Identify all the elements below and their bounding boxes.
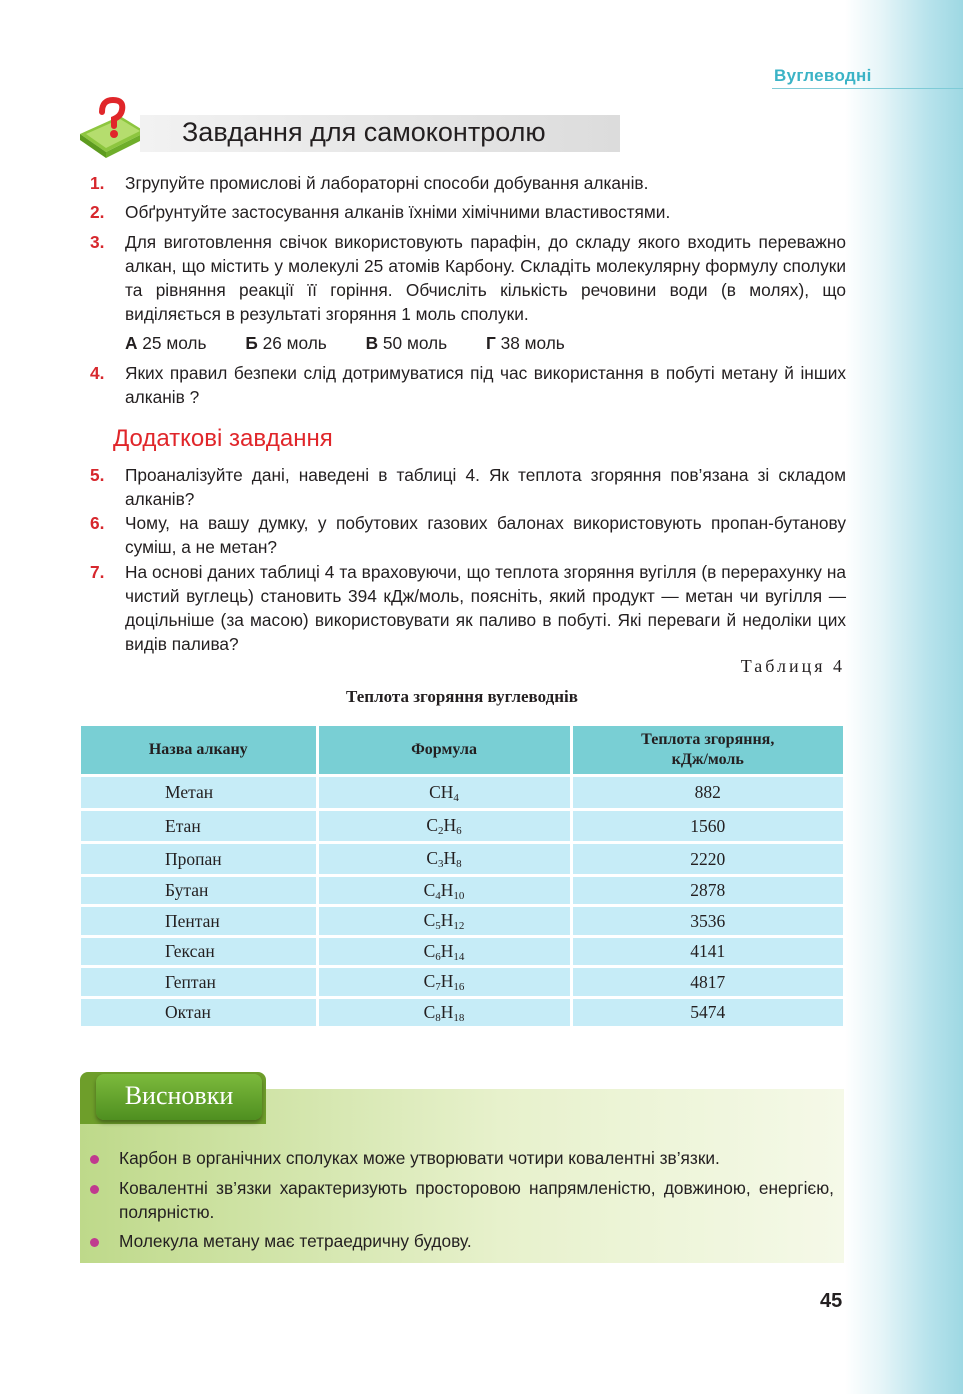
hydrogen-count: 4 xyxy=(453,791,459,804)
carbon-count: 5 xyxy=(435,920,441,932)
hydrogen-count: 18 xyxy=(453,1011,465,1024)
table-row xyxy=(81,906,843,937)
alkane-name-cell: Гептан xyxy=(81,967,317,998)
bullet-icon xyxy=(90,1185,99,1194)
alkane-name-cell: Пентан xyxy=(81,906,317,937)
task-text: Яких правил безпеки слід дотримуватися під час використання в побуті метану й інших алканів ? xyxy=(125,363,846,407)
combustion-heat-cell: 2878 xyxy=(571,876,843,906)
table-header-row xyxy=(81,726,843,776)
page-edge-band xyxy=(845,0,963,1394)
answer-option-a: А 25 моль xyxy=(125,333,207,353)
table-row xyxy=(81,998,843,1028)
formula-cell: $C_3H_8$ xyxy=(317,843,571,876)
section-rule xyxy=(772,88,963,89)
table-row xyxy=(81,776,843,810)
formula-cell: $C_7H_{16}$ xyxy=(317,967,571,998)
header-formula: Формула xyxy=(317,726,571,776)
task-number: 5. xyxy=(90,465,105,485)
task-1 xyxy=(90,171,846,195)
hydrogen-count: 14 xyxy=(453,950,465,963)
combustion-heat-cell: 3536 xyxy=(571,906,843,937)
conclusion-item: Ковалентні зв’язки характеризують просторовою напрямленістю, довжиною, енергією, полярністю. xyxy=(90,1176,834,1224)
table-label: Таблиця 4 xyxy=(740,656,845,676)
answer-option-v: В 50 моль xyxy=(365,333,448,353)
task-number: 1. xyxy=(90,173,105,193)
task-7 xyxy=(90,560,846,656)
combustion-heat-cell: 2220 xyxy=(571,843,843,876)
alkane-name-cell: Етан xyxy=(81,810,317,843)
task-text: Чому, на вашу думку, у побутових газових балонах використовують пропан-бутанову суміш, а не метан? xyxy=(125,513,846,557)
task-number: 6. xyxy=(90,513,105,533)
hydrogen-count: 8 xyxy=(456,858,462,870)
carbon-count: 4 xyxy=(435,889,441,902)
table-row xyxy=(81,810,843,843)
task-5 xyxy=(90,463,846,511)
additional-tasks-title: Додаткові завдання xyxy=(113,425,333,452)
task-2 xyxy=(90,200,846,224)
header-combustion-heat: Теплота згоряння, кДж/моль xyxy=(571,726,843,776)
alkane-name-cell: Метан xyxy=(81,776,317,810)
table-row xyxy=(81,937,843,967)
alkane-name-cell: Гексан xyxy=(81,937,317,967)
alkane-name-cell: Пропан xyxy=(81,843,317,876)
task-6 xyxy=(90,511,846,559)
combustion-heat-cell: 882 xyxy=(571,776,843,810)
task-number: 3. xyxy=(90,232,105,252)
formula-cell: $C_2H_6$ xyxy=(317,810,571,843)
combustion-heat-table xyxy=(81,726,843,1029)
task-text: На основі даних таблиці 4 та враховуючи, що теплота згоряння вугілля (в перерахунку на чистий вуглець) становить 394 кДж/моль, поясніть, який продукт — метан чи вугілля — доцільніше (за масою) використовувати як паливо в побуті. Які переваги й недоліки цих видів палива? xyxy=(125,562,846,654)
carbon-count: 8 xyxy=(435,1011,441,1024)
bullet-icon xyxy=(90,1155,99,1164)
section-label: Вуглеводні xyxy=(774,66,872,85)
conclusion-item: Карбон в органічних сполуках може утворювати чотири ковалентні зв’язки. xyxy=(90,1146,834,1170)
alkane-name-cell: Бутан xyxy=(81,876,317,906)
bullet-icon xyxy=(90,1238,99,1247)
carbon-count: 3 xyxy=(438,858,444,870)
task-text: Проаналізуйте дані, наведені в таблиці 4. Як теплота згоряння пов’язана зі складом алканів? xyxy=(125,465,846,509)
header-alkane-name: Назва алкану xyxy=(81,726,317,776)
hydrogen-count: 10 xyxy=(453,889,465,902)
question-book-icon xyxy=(76,94,148,160)
answer-option-g: Г 38 моль xyxy=(485,333,565,353)
table-title: Теплота згоряння вуглеводнів xyxy=(346,687,578,706)
table-row xyxy=(81,843,843,876)
table-row xyxy=(81,876,843,906)
formula-cell: $C_8H_{18}$ xyxy=(317,998,571,1028)
hydrogen-count: 6 xyxy=(456,825,462,837)
combustion-heat-cell: 4141 xyxy=(571,937,843,967)
task-text: Для виготовлення свічок використовують парафін, до складу якого входить переважно алкан, що містить у молекулі 25 атомів Карбону. Складіть молекулярну формулу сполуки та рівняння реакції її горіння. Обчисліть кількість речовини води (в молях), що виділяється в результаті згоряння 1 моль сполуки. xyxy=(125,232,846,324)
task-number: 4. xyxy=(90,363,105,383)
formula-cell: $C_4H_{10}$ xyxy=(317,876,571,906)
hydrogen-count: 16 xyxy=(453,981,465,993)
carbon-count: 2 xyxy=(438,825,444,837)
carbon-count: 7 xyxy=(435,981,441,993)
formula-cell: $C_5H_{12}$ xyxy=(317,906,571,937)
task-3 xyxy=(90,230,846,326)
combustion-heat-cell: 1560 xyxy=(571,810,843,843)
conclusions-title: Висновки xyxy=(124,1081,234,1110)
conclusion-item: Молекула метану має тетраедричну будову. xyxy=(90,1229,834,1253)
hydrogen-count: 12 xyxy=(453,920,465,932)
task-text: Обґрунтуйте застосування алканів їхніми хімічними властивостями. xyxy=(125,202,671,222)
task-number: 2. xyxy=(90,202,105,222)
table-row xyxy=(81,967,843,998)
task-text: Згрупуйте промислові й лабораторні способи добування алканів. xyxy=(125,173,649,193)
formula-cell: $CH_4$ xyxy=(317,776,571,810)
alkane-name-cell: Октан xyxy=(81,998,317,1028)
answer-option-b: Б 26 моль xyxy=(245,333,327,353)
task-4 xyxy=(90,361,846,409)
page-number: 45 xyxy=(820,1290,843,1312)
task-number: 7. xyxy=(90,562,105,582)
formula-cell: $C_6H_{14}$ xyxy=(317,937,571,967)
combustion-heat-cell: 5474 xyxy=(571,998,843,1028)
carbon-count: 6 xyxy=(435,950,441,963)
answer-options xyxy=(125,331,599,355)
combustion-heat-cell: 4817 xyxy=(571,967,843,998)
self-control-title: Завдання для самоконтролю xyxy=(182,117,546,147)
